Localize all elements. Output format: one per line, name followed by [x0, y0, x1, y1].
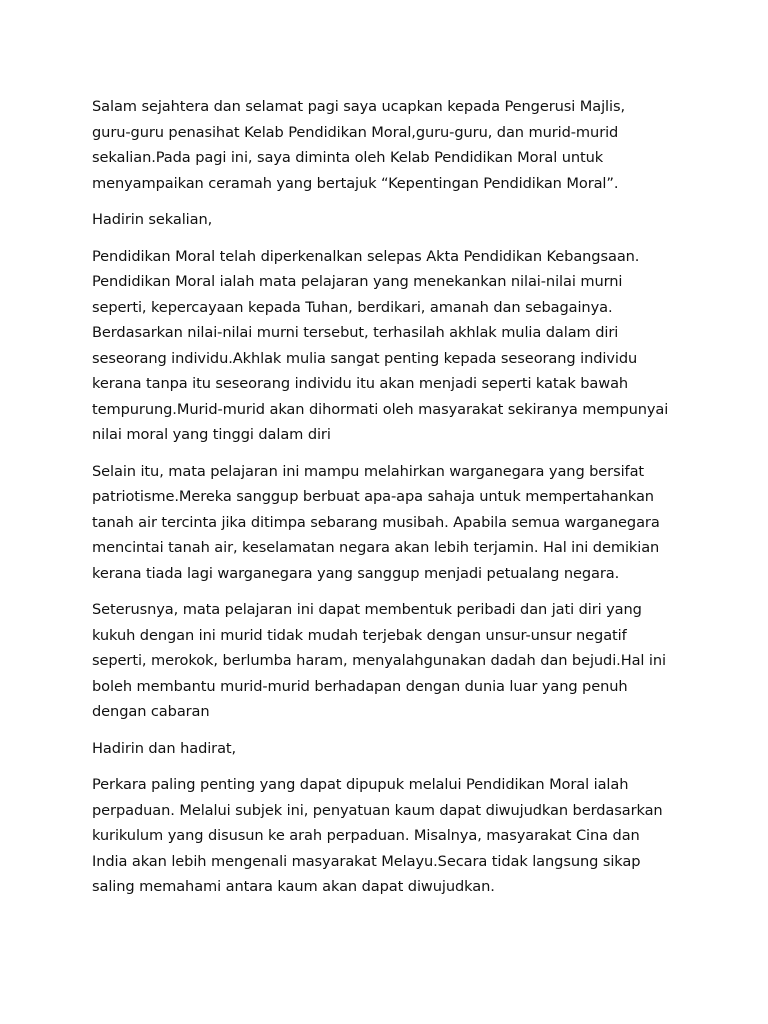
document-body — [92, 94, 692, 911]
paragraph-unity: Perkara paling penting yang dapat dipupuk melalui Pendidikan Moral ialah perpaduan. Melalui subjek ini, penyatuan kaum dapat diwujudkan berdasarkan kurikulum yang disusun ke arah perpaduan. Misalnya, masyarakat Cina dan India akan lebih mengenali masyarakat Melayu.Secara tidak langsung sikap saling memahami antara kaum akan dapat diwujudkan. — [92, 776, 663, 895]
paragraph-character: Seterusnya, mata pelajaran ini dapat membentuk peribadi dan jati diri yang kukuh dengan ini murid tidak mudah terjebak dengan unsur-unsur negatif seperti, merokok, berlumba haram, menyalahgunakan dadah dan bejudi.Hal ini boleh membantu murid-murid berhadapan dengan dunia luar yang penuh dengan cabaran — [92, 601, 666, 720]
paragraph-salutation-1: Hadirin sekalian, — [92, 211, 213, 228]
paragraph-salutation-2: Hadirin dan hadirat, — [92, 739, 237, 757]
paragraph-greeting: Salam sejahtera dan selamat pagi saya ucapkan kepada Pengerusi Majlis, guru-guru penasihat Kelab Pendidikan Moral,guru-guru, dan murid-murid sekalian.Pada pagi ini, saya diminta oleh Kelab Pendidikan Moral untuk menyampaikan ceramah yang bertajuk “Kepentingan Pendidikan Moral”. — [92, 98, 625, 192]
paragraph-introduction: Pendidikan Moral telah diperkenalkan selepas Akta Pendidikan Kebangsaan. Pendidikan Moral ialah mata pelajaran yang menekankan nilai-nilai murni seperti, kepercayaan kepada Tuhan, berdikari, amanah dan sebagainya. Berdasarkan nilai-nilai murni tersebut, terhasilah akhlak mulia dalam diri seseorang individu.Akhlak mulia sangat penting kepada seseorang individu kerana tanpa itu seseorang individu itu akan menjadi seperti katak bawah tempurung.Murid-murid akan dihormati oleh masyarakat sekiranya mempunyai nilai moral yang tinggi dalam diri — [92, 247, 669, 443]
paragraph-patriotism: Selain itu, mata pelajaran ini mampu melahirkan warganegara yang bersifat patriotisme.Mereka sanggup berbuat apa-apa sahaja untuk mempertahankan tanah air tercinta jika ditimpa sebarang musibah. Apabila semua warganegara mencintai tanah air, keselamatan negara akan lebih terjamin. Hal ini demikian kerana tiada lagi warganegara yang sanggup menjadi petualang negara. — [92, 462, 660, 582]
